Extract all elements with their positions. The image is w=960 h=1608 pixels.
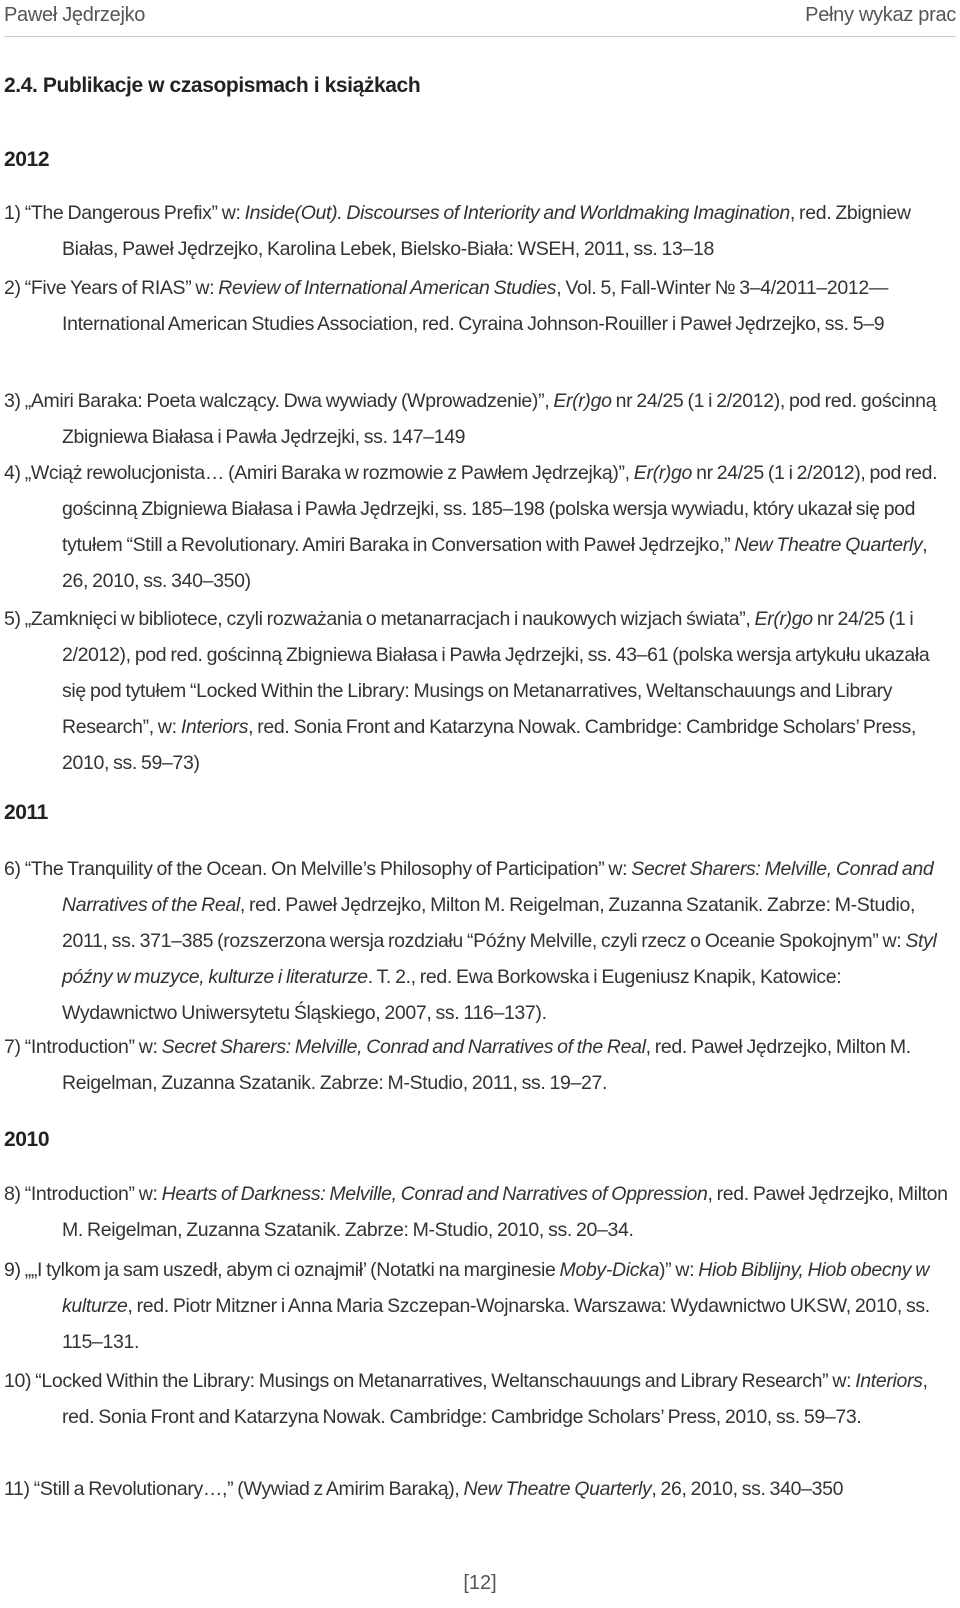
entry-text: 4) „Wciąż rewolucjonista… (Amiri Baraka w rozmowie z Pawłem Jędrzejką)”, — [4, 462, 634, 484]
header-author: Paweł Jędrzejko — [4, 4, 146, 26]
page-number: [12] — [463, 1572, 497, 1594]
entry-text: 1) “The Dangerous Prefix” w: — [4, 202, 245, 224]
entry-text: 9) „„I tylkom ja sam uszedł, abym ci oznajmił’ (Notatki na marginesie — [4, 1259, 560, 1281]
section-title: 2.4. Publikacje w czasopismach i książkach — [4, 74, 421, 97]
italic-title-text: Interiors — [855, 1370, 923, 1392]
italic-title-text: Secret Sharers: Melville, Conrad and Narratives of the Real — [161, 1036, 646, 1058]
publication-entry-1 — [4, 195, 956, 267]
entry-text: 7) “Introduction” w: — [4, 1036, 162, 1058]
italic-title-text: Er(r)go — [633, 462, 693, 484]
entry-text: , red. Sonia Front and Katarzyna Nowak. Cambridge: Cambridge Scholars’ Press, 2010, ss. 59–73. — [62, 1370, 928, 1428]
italic-title-text: Review of International American Studies — [218, 277, 557, 299]
publication-entry-8 — [4, 1176, 956, 1248]
italic-title-text: Styl późny w muzyce, kulturze i literaturze — [62, 930, 937, 988]
italic-title-text: Interiors — [180, 716, 249, 738]
entry-text: , red. Paweł Jędrzejko, Milton M. Reigelman, Zuzanna Szatanik. Zabrze: M-Studio, 2011, ss. 371–385 (rozszerzona wersja rozdziału “Późny Melville, czyli rzecz o Oceanie Spokojnym” w: — [62, 894, 916, 952]
entry-text: , red. Zbigniew Białas, Paweł Jędrzejko, Karolina Lebek, Bielsko-Biała: WSEH, 2011, ss. 13–18 — [62, 202, 911, 260]
entry-text: , red. Paweł Jędrzejko, Milton M. Reigelman, Zuzanna Szatanik. Zabrze: M-Studio, 2011, ss. 19–27. — [62, 1036, 911, 1094]
entry-text: 5) „Zamknięci w bibliotece, czyli rozważania o metanarracjach i naukowych wizjach świata”, — [4, 608, 755, 630]
entry-text: 11) “Still a Revolutionary…,” (Wywiad z Amirim Baraką), — [4, 1478, 464, 1500]
entry-text: 8) “Introduction” w: — [4, 1183, 162, 1205]
entry-text: 10) “Locked Within the Library: Musings on Metanarratives, Weltanschauungs and Library Research” w: — [4, 1370, 856, 1392]
entry-text: 6) “The Tranquility of the Ocean. On Melville’s Philosophy of Participation” w: — [4, 858, 632, 880]
entry-text: . T. 2., red. Ewa Borkowska i Eugeniusz Knapik, Katowice: Wydawnictwo Uniwersytetu Śląskiego, 2007, ss. 116–137). — [62, 966, 842, 1024]
year-heading-2012: 2012 — [4, 148, 50, 171]
publication-entry-11 — [4, 1471, 956, 1507]
publication-entry-5 — [4, 601, 956, 781]
entry-text: nr 24/25 (1 i 2/2012), pod red. gościnną Zbigniewa Białasa i Pawła Jędrzejki, ss. 147–149 — [62, 390, 937, 448]
publication-entry-6 — [4, 851, 956, 1031]
italic-title-text: Moby-Dicka — [559, 1259, 659, 1281]
header-document-title: Pełny wykaz prac — [805, 4, 956, 26]
entry-text: , 26, 2010, ss. 340–350) — [62, 534, 928, 592]
entry-text: , red. Paweł Jędrzejko, Milton M. Reigelman, Zuzanna Szatanik. Zabrze: M-Studio, 2010, ss. 20–34. — [62, 1183, 948, 1241]
publication-entry-9 — [4, 1252, 956, 1360]
entry-text: 3) „Amiri Baraka: Poeta walczący. Dwa wywiady (Wprowadzenie)”, — [4, 390, 554, 412]
italic-title-text: New Theatre Quarterly — [734, 534, 923, 556]
publication-entry-3 — [4, 383, 956, 455]
publication-entry-2 — [4, 270, 956, 342]
year-heading-2010: 2010 — [4, 1128, 50, 1151]
entry-text: , Vol. 5, Fall-Winter № 3–4/2011–2012—International American Studies Association, red. Cyraina Johnson-Rouiller i Paweł Jędrzejko, ss. 5–9 — [62, 277, 888, 335]
entry-text: )” w: — [658, 1259, 699, 1281]
entry-text: nr 24/25 (1 i 2/2012), pod red. gościnną Zbigniewa Białasa i Pawła Jędrzejki, ss. 43–61 (polska wersja artykułu ukazała się pod tytułem “Locked Within the Library: Musings on Metanarratives, Weltanschauungs and Library Research”, w: — [62, 608, 930, 738]
italic-title-text: Er(r)go — [553, 390, 612, 412]
entry-text: , 26, 2010, ss. 340–350 — [651, 1478, 844, 1500]
publication-entry-7 — [4, 1029, 956, 1101]
entry-text: , red. Piotr Mitzner i Anna Maria Szczepan-Wojnarska. Warszawa: Wydawnictwo UKSW, 2010, ss. 115–131. — [62, 1295, 930, 1353]
publication-entry-10 — [4, 1363, 956, 1435]
header-divider — [4, 36, 956, 37]
italic-title-text: Secret Sharers: Melville, Conrad and Narratives of the Real — [62, 858, 934, 916]
italic-title-text: Hearts of Darkness: Melville, Conrad and Narratives of Oppression — [161, 1183, 708, 1205]
entry-text: , red. Sonia Front and Katarzyna Nowak. Cambridge: Cambridge Scholars’ Press, 2010, ss. 59–73) — [62, 716, 917, 774]
entry-text: nr 24/25 (1 i 2/2012), pod red. gościnną Zbigniewa Białasa i Pawła Jędrzejki, ss. 185–198 (polska wersja wywiadu, który ukazał się pod tytułem “Still a Revolutionary. Amiri Baraka in Conversation with Paweł Jędrzejko,” — [62, 462, 938, 556]
publication-entry-4 — [4, 455, 956, 599]
italic-title-text: New Theatre Quarterly — [463, 1478, 652, 1500]
year-heading-2011: 2011 — [4, 801, 48, 824]
italic-title-text: Hiob Biblijny, Hiob obecny w kulturze — [62, 1259, 930, 1317]
italic-title-text: Er(r)go — [754, 608, 813, 630]
italic-title-text: Inside(Out). Discourses of Interiority and Worldmaking Imagination — [244, 202, 790, 224]
entry-text: 2) “Five Years of RIAS” w: — [4, 277, 219, 299]
